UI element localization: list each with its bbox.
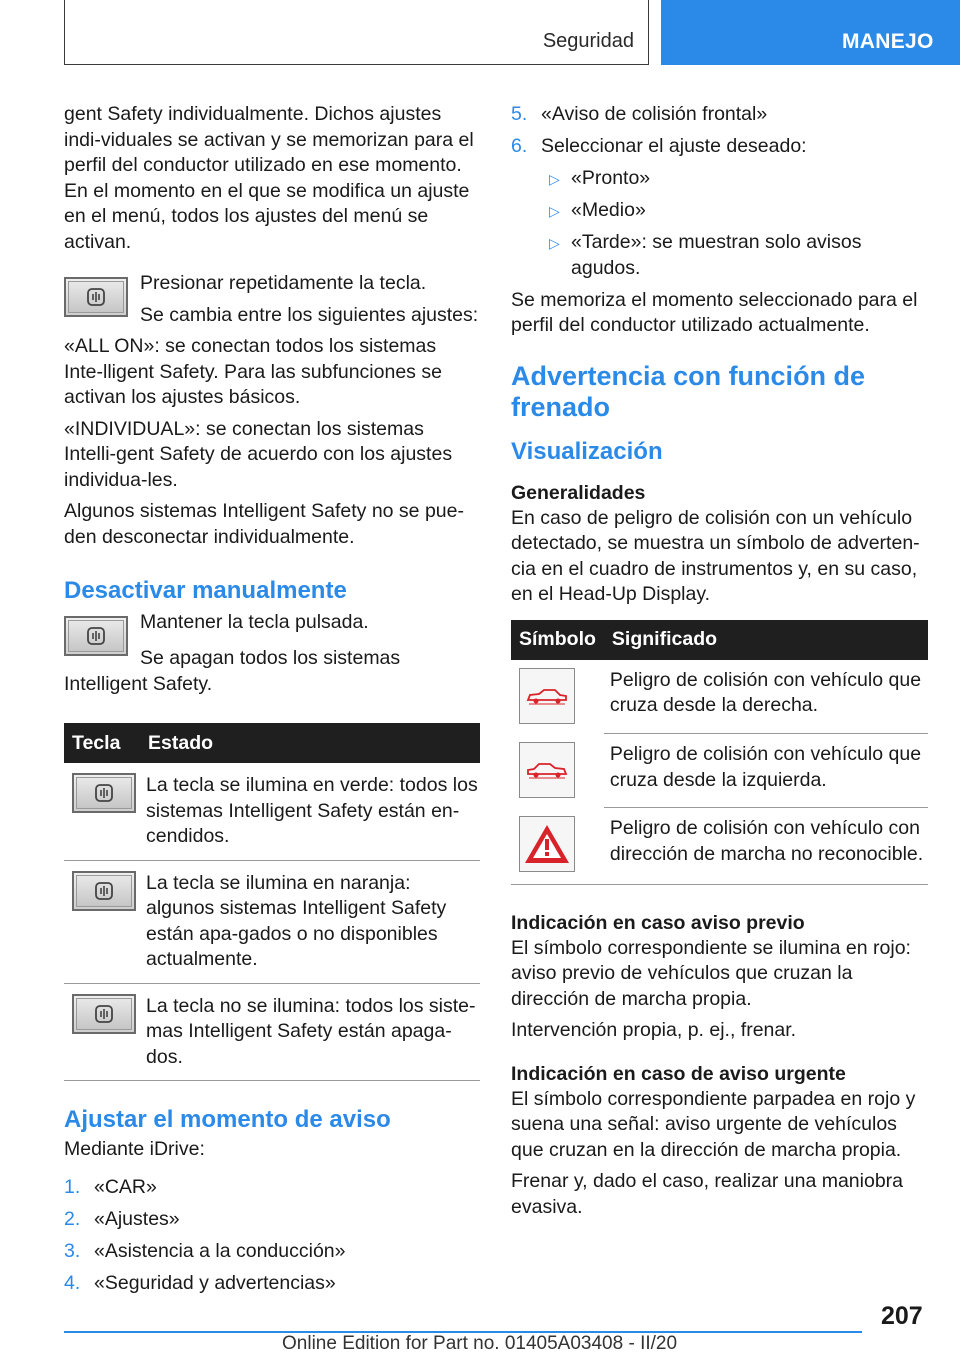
options-list bbox=[511, 166, 928, 281]
table-cell: Peligro de colisión con vehículo que cruza desde la izquierda. bbox=[604, 734, 928, 808]
table-header-symbol: Símbolo bbox=[511, 620, 604, 660]
table-cell: Peligro de colisión con vehículo que cruza desde la derecha. bbox=[604, 660, 928, 734]
brake-paragraph: Frenar y, dado el caso, realizar una maniobra evasiva. bbox=[511, 1170, 904, 1218]
right-column bbox=[511, 102, 928, 1226]
deactivate-heading: Desactivar manualmente bbox=[64, 577, 347, 604]
table-header-meaning: Significado bbox=[604, 620, 928, 660]
list-item: 6. Seleccionar el ajuste deseado: bbox=[511, 135, 807, 157]
individual-paragraph: «INDIVIDUAL»: se conectan los sistemas Intelli-gent Safety de acuerdo con los ajustes individua-les. bbox=[64, 417, 453, 491]
press-line-2: Se cambia entre los siguientes ajustes: bbox=[140, 303, 479, 326]
urgent-heading: Indicación en caso de aviso urgente bbox=[511, 1062, 846, 1085]
general-heading: Generalidades bbox=[511, 481, 646, 504]
list-item: ▷ «Medio» bbox=[511, 198, 928, 224]
hold-key-instruction bbox=[64, 610, 480, 650]
chapter-tab-label: MANEJO bbox=[842, 30, 934, 53]
table-row bbox=[64, 763, 480, 860]
key-orange-icon bbox=[72, 871, 136, 911]
table-row bbox=[64, 860, 480, 983]
display-heading: Visualización bbox=[511, 437, 663, 465]
warning-triangle-icon bbox=[519, 816, 575, 872]
list-item: ▷ «Pronto» bbox=[511, 166, 928, 192]
adjust-heading: Ajustar el momento de aviso bbox=[64, 1106, 391, 1133]
left-steps-list bbox=[64, 1175, 480, 1297]
own-intervention-paragraph: Intervención propia, p. ej., frenar. bbox=[511, 1019, 797, 1041]
footer-edition: Online Edition for Part no. 01405A03408 - II/20 bbox=[282, 1333, 678, 1354]
urgent-paragraph: El símbolo correspondiente parpadea en rojo y suena una señal: aviso urgente de vehículos que cruzan en la dirección de marcha propia. bbox=[511, 1087, 916, 1161]
table-cell: La tecla se ilumina en verde: todos los sistemas Intelligent Safety están en-cendidos. bbox=[140, 763, 480, 860]
triangle-bullet-icon: ▷ bbox=[549, 235, 560, 251]
page-number: 207 bbox=[881, 1302, 923, 1330]
triangle-bullet-icon: ▷ bbox=[549, 203, 560, 219]
via-idrive: Mediante iDrive: bbox=[64, 1138, 205, 1160]
table-row bbox=[64, 983, 480, 1081]
intelligent-safety-key-icon bbox=[64, 616, 128, 656]
key-off-icon bbox=[72, 994, 136, 1034]
car-crossing-left-icon bbox=[519, 742, 575, 798]
left-column bbox=[64, 102, 480, 1303]
intelligent-safety-key-icon bbox=[64, 277, 128, 317]
list-item: 4. «Seguridad y advertencias» bbox=[64, 1271, 336, 1294]
table-row bbox=[511, 808, 928, 885]
table-cell: La tecla no se ilumina: todos los siste-mas Intelligent Safety están apaga-dos. bbox=[140, 983, 480, 1081]
triangle-bullet-icon: ▷ bbox=[549, 171, 560, 187]
list-item: 1. «CAR» bbox=[64, 1175, 157, 1198]
table-header-state: Estado bbox=[140, 723, 480, 763]
chapter-tab[interactable] bbox=[661, 0, 960, 65]
list-item: 5. «Aviso de colisión frontal» bbox=[511, 103, 768, 125]
list-item: 2. «Ajustes» bbox=[64, 1207, 180, 1230]
table-header-key: Tecla bbox=[64, 723, 140, 763]
prewarn-heading: Indicación en caso aviso previo bbox=[511, 911, 805, 934]
hold-line-2: Se apagan todos los sistemas Intelligent Safety. bbox=[64, 647, 401, 695]
right-steps-list bbox=[511, 102, 928, 160]
press-line-1: Presionar repetidamente la tecla. bbox=[140, 272, 427, 294]
key-status-table bbox=[64, 723, 480, 1081]
general-paragraph: En caso de peligro de colisión con un vehículo detectado, se muestra un símbolo de adverten-cia en el cuadro de instrumentos y, en su caso, en el Head-Up Display. bbox=[511, 506, 920, 605]
all-on-paragraph: «ALL ON»: se conectan todos los sistemas Inte-lligent Safety. Para las subfunciones se activan los ajustes básicos. bbox=[64, 335, 442, 408]
press-key-instruction bbox=[64, 271, 480, 328]
table-row bbox=[511, 660, 928, 734]
some-systems-paragraph: Algunos sistemas Intelligent Safety no se pue-den desconectar individualmente. bbox=[64, 500, 464, 548]
table-cell: Peligro de colisión con vehículo con dirección de marcha no reconocible. bbox=[604, 808, 928, 885]
warning-heading: Advertencia con función de frenado bbox=[511, 360, 866, 422]
key-green-icon bbox=[72, 773, 136, 813]
symbol-table bbox=[511, 620, 928, 885]
intro-paragraph: gent Safety individualmente. Dichos ajustes indi-viduales se activan y se memorizan para el perfil del conductor utilizado en ese momento. En el momento en el que se modifica un ajuste en el menú, todos los ajustes del menú se activan. bbox=[64, 103, 474, 253]
table-row bbox=[511, 734, 928, 808]
page-header bbox=[64, 0, 649, 65]
list-item: ▷ «Tarde»: se muestran solo avisos agudos. bbox=[549, 231, 862, 279]
car-crossing-right-icon bbox=[519, 668, 575, 724]
prewarn-paragraph: El símbolo correspondiente se ilumina en rojo: aviso previo de vehículos que cruzan la dirección de marcha propia. bbox=[511, 936, 911, 1010]
table-cell: La tecla se ilumina en naranja: algunos sistemas Intelligent Safety están apa-gados o no disponibles actualmente. bbox=[140, 860, 480, 983]
list-item: 3. «Asistencia a la conducción» bbox=[64, 1239, 346, 1262]
memorized-paragraph: Se memoriza el momento seleccionado para el perfil del conductor utilizado actualmente. bbox=[511, 288, 918, 336]
hold-line-1: Mantener la tecla pulsada. bbox=[140, 611, 369, 633]
section-title: Seguridad bbox=[542, 30, 634, 52]
